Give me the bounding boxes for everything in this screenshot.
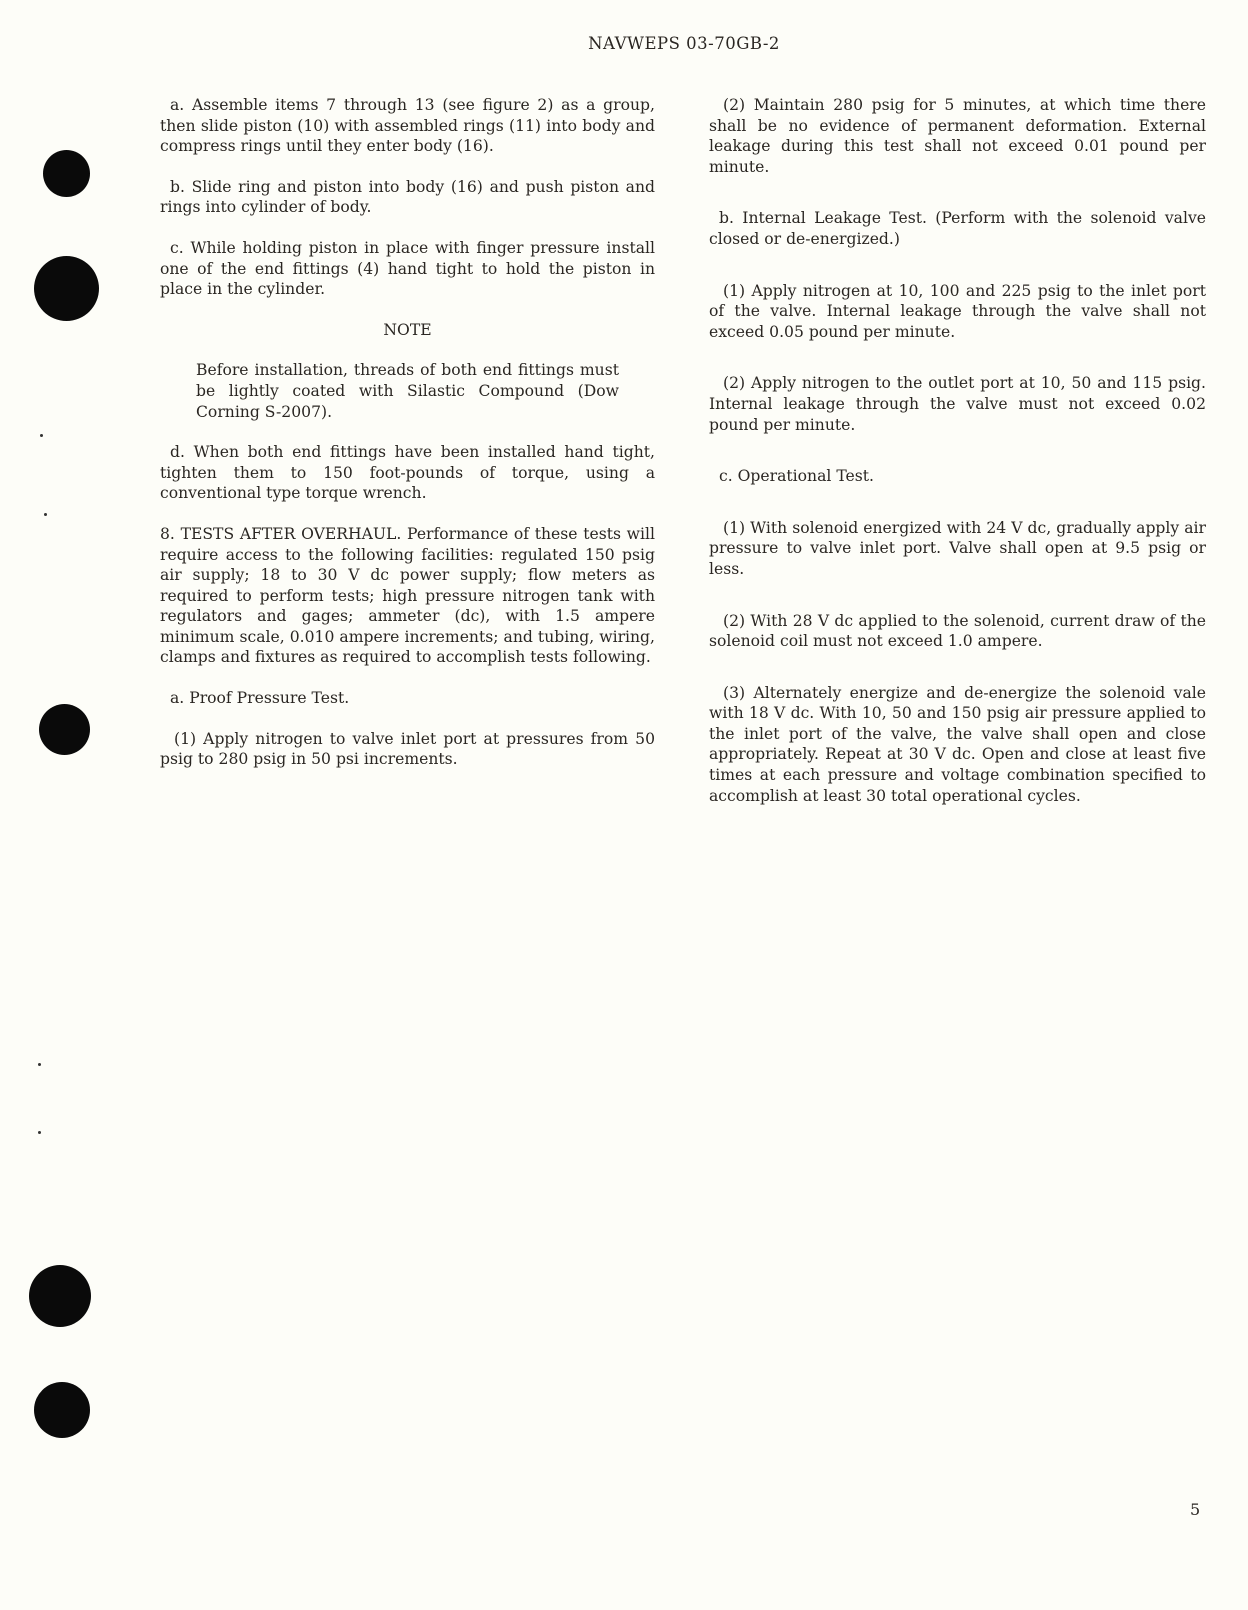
proof-pressure-test-heading: a. Proof Pressure Test.	[170, 689, 350, 708]
proof-pressure-step-1: (1) Apply nitrogen to valve inlet port at pressures from 50 psig to 280 psig in 50 psi increments.	[160, 729, 655, 769]
binder-hole-4	[29, 1265, 91, 1327]
note-title: NOTE	[383, 320, 432, 339]
scan-speck	[40, 434, 43, 437]
operational-step-3: (3) Alternately energize and de-energize the solenoid vale with 18 V dc. With 10, 50 and 150 psig air pressure applied to the inlet port of the valve, the valve shall open and close appropriately. Repeat at 30 V dc. Open and close at least five times at each pressure and voltage combination specified to accomplish at least 30 total operational cycles.	[709, 683, 1206, 805]
binder-hole-3	[39, 704, 90, 755]
internal-leakage-step-2: (2) Apply nitrogen to the outlet port at 10, 50 and 115 psig. Internal leakage through the valve must not exceed 0.02 pound per minute.	[709, 374, 1206, 434]
step-b-slide-ring: b. Slide ring and piston into body (16) and push piston and rings into cylinder of body.	[160, 177, 655, 217]
left-column	[160, 95, 655, 790]
binder-hole-5	[34, 1382, 90, 1438]
operational-step-1: (1) With solenoid energized with 24 V dc, gradually apply air pressure to valve inlet port. Valve shall open at 9.5 psig or less.	[709, 518, 1206, 578]
operational-step-2: (2) With 28 V dc applied to the solenoid, current draw of the solenoid coil must not exceed 1.0 ampere.	[709, 611, 1206, 651]
document-number-header: NAVWEPS 03-70GB-2	[588, 34, 780, 53]
page-number: 5	[1190, 1500, 1201, 1519]
step-d-torque: d. When both end fittings have been installed hand tight, tighten them to 150 foot-pounds of torque, using a conventional type torque wrench.	[160, 443, 655, 503]
binder-hole-1	[43, 150, 90, 197]
internal-leakage-step-1: (1) Apply nitrogen at 10, 100 and 225 psig to the inlet port of the valve. Internal leakage through the valve shall not exceed 0.05 pound per minute.	[709, 281, 1206, 341]
scan-speck	[44, 513, 47, 516]
proof-pressure-step-2: (2) Maintain 280 psig for 5 minutes, at which time there shall be no evidence of permanent deformation. External leakage during this test shall not exceed 0.01 pound per minute.	[709, 96, 1206, 176]
section-8-tests-after-overhaul: 8. TESTS AFTER OVERHAUL. Performance of these tests will require access to the following facilities: regulated 150 psig air supply; 18 to 30 V dc power supply; flow meters as required to perform tests; high pressure nitrogen tank with regulators and gages; ammeter (dc), with 1.5 ampere minimum scale, 0.010 ampere increments; and tubing, wiring, clamps and fixtures as required to accomplish tests following.	[160, 524, 655, 667]
note-body: Before installation, threads of both end fittings must be lightly coated with Silastic Compound (Dow Corning S-2007).	[196, 361, 619, 421]
step-a-assemble: a. Assemble items 7 through 13 (see figure 2) as a group, then slide piston (10) with assembled rings (11) into body and compress rings until they enter body (16).	[160, 96, 655, 156]
scan-speck	[38, 1131, 41, 1134]
scan-speck	[38, 1063, 41, 1066]
operational-test-heading: c. Operational Test.	[719, 467, 874, 486]
internal-leakage-test-heading: b. Internal Leakage Test. (Perform with the solenoid valve closed or de-energized.)	[709, 209, 1206, 248]
binder-hole-2	[34, 256, 99, 321]
right-column	[709, 95, 1206, 826]
step-c-install-fitting: c. While holding piston in place with finger pressure install one of the end fittings (4) hand tight to hold the piston in place in the cylinder.	[160, 238, 655, 299]
